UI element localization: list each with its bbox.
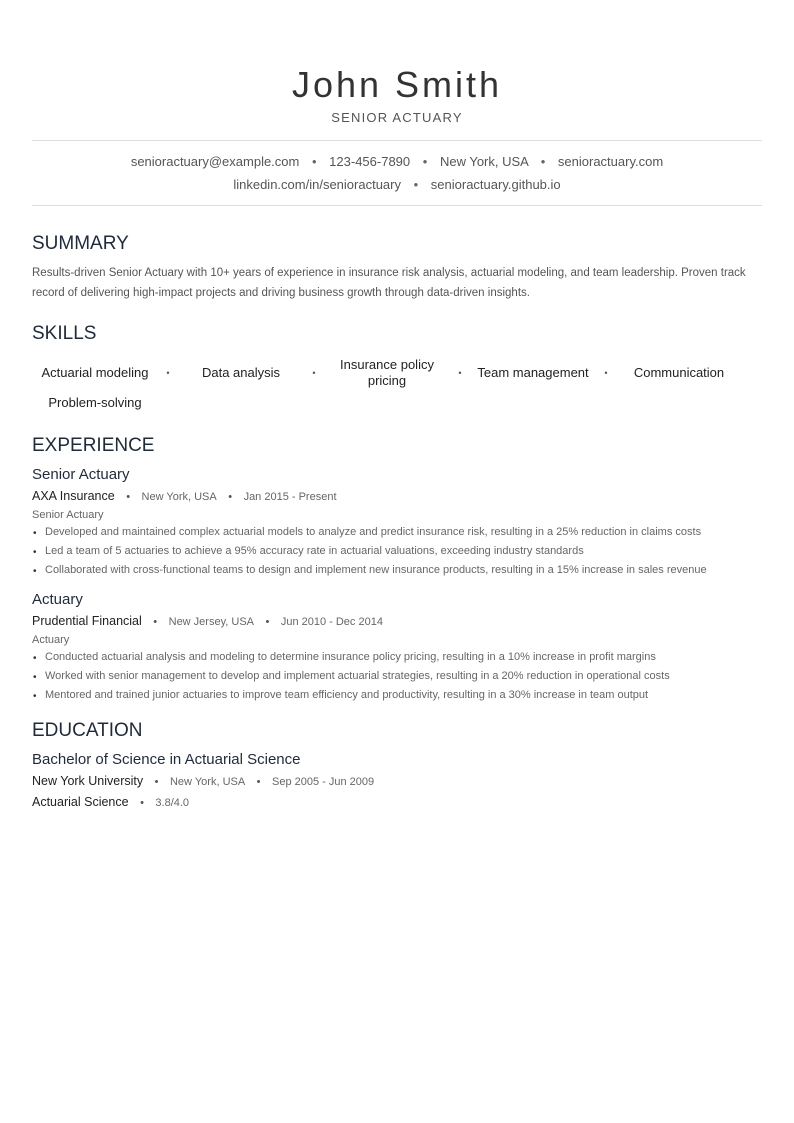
job-bullets (32, 526, 762, 578)
separator-dot: • (413, 177, 419, 192)
separator-dot: • (126, 491, 131, 503)
job-bullet: • Mentored and trained junior actuaries to improve team efficiency and productivity, resulting in a 30% increase in team output (32, 689, 762, 703)
separator-dot: • (154, 776, 159, 788)
bullet-dot: • (458, 368, 462, 378)
bullet-dot: • (166, 368, 170, 378)
education-entry (32, 750, 762, 812)
skill-item (468, 357, 614, 389)
bullet-dot: • (312, 368, 316, 378)
job-entry (32, 465, 762, 578)
job-company: Prudential Financial (32, 613, 142, 628)
summary-section (32, 233, 762, 303)
resume-header (0, 0, 794, 125)
school-name: New York University (32, 774, 144, 788)
separator-dot: • (540, 154, 546, 169)
contact-github[interactable]: senioractuary.github.io (430, 177, 561, 192)
gpa: 3.8/4.0 (155, 797, 190, 809)
job-dates: Jun 2010 - Dec 2014 (280, 615, 383, 628)
skill-label: Communication (633, 365, 725, 380)
job-bullet: • Collaborated with cross-functional teams to design and implement new insurance products, resulting in a 15% increase in sales revenue (32, 564, 762, 578)
job-company: AXA Insurance (32, 489, 115, 503)
candidate-name: John Smith (291, 64, 503, 105)
degree-title: Bachelor of Science in Actuarial Science (32, 751, 301, 768)
experience-heading: EXPERIENCE (32, 435, 155, 456)
job-bullet: • Worked with senior management to develop and implement actuarial strategies, resulting in a 20% reduction in operational costs (32, 670, 762, 684)
education-dates: Sep 2005 - Jun 2009 (272, 776, 375, 788)
skill-item (30, 357, 176, 389)
contact-website[interactable]: senioractuary.com (557, 154, 664, 169)
skill-label: Actuarial modeling (41, 365, 149, 380)
bullet-dot: • (604, 368, 608, 378)
education-meta (32, 772, 762, 791)
contact-location: New York, USA (439, 154, 529, 169)
skills-section (32, 323, 762, 417)
job-meta (32, 612, 762, 631)
job-role: Actuary (32, 633, 70, 646)
separator-dot: • (228, 491, 233, 503)
separator-dot: • (311, 154, 317, 169)
job-bullet: • Developed and maintained complex actuarial models to analyze and predict insurance risk, resulting in a 25% reduction in claims costs (32, 526, 762, 540)
job-bullet: • Led a team of 5 actuaries to achieve a 95% accuracy rate in actuarial valuations, exceeding industry standards (32, 545, 762, 559)
skill-label: Problem-solving (48, 395, 142, 410)
job-location: New Jersey, USA (168, 615, 254, 628)
job-entry (32, 590, 762, 703)
education-section (32, 720, 762, 812)
education-field-row (32, 793, 762, 812)
summary-text: Results-driven Senior Actuary with 10+ years of experience in insurance risk analysis, actuarial modeling, and team leadership. Proven track record of delivering high-impact projects and driving business growth through data-driven insights. (32, 267, 746, 299)
education-heading: EDUCATION (32, 720, 143, 741)
contact-email[interactable]: senioractuary@example.com (130, 154, 300, 169)
skills-heading: SKILLS (32, 323, 97, 344)
skill-item (176, 357, 322, 389)
school-location: New York, USA (169, 776, 246, 788)
separator-dot: • (422, 154, 428, 169)
job-title: Actuary (32, 590, 83, 608)
job-dates: Jan 2015 - Present (243, 491, 337, 503)
job-bullet: • Conducted actuarial analysis and modeling to determine insurance policy pricing, resulting in a 10% increase in profit margins (32, 651, 762, 665)
separator-dot: • (256, 776, 261, 788)
job-location: New York, USA (141, 491, 217, 503)
skill-item (614, 357, 760, 389)
contact-bar (32, 140, 762, 206)
job-meta (32, 487, 762, 506)
skills-list (30, 357, 762, 417)
experience-section (32, 435, 762, 702)
separator-dot: • (153, 615, 158, 628)
separator-dot: • (265, 615, 270, 628)
separator-dot: • (140, 797, 144, 809)
contact-linkedin[interactable]: linkedin.com/in/senioractuary (233, 177, 401, 192)
skill-label: Team management (477, 365, 589, 380)
summary-heading: SUMMARY (32, 233, 129, 254)
contact-phone[interactable]: 123-456-7890 (329, 154, 411, 169)
job-title: Senior Actuary (32, 466, 130, 483)
job-role: Senior Actuary (32, 509, 104, 521)
skill-item (322, 357, 468, 389)
candidate-title: SENIOR ACTUARY (331, 110, 463, 125)
job-bullets (32, 651, 762, 703)
skill-label: Insurance policy pricing (340, 357, 434, 388)
skill-item (30, 389, 176, 417)
skill-label: Data analysis (201, 365, 281, 380)
field-of-study: Actuarial Science (32, 795, 129, 809)
